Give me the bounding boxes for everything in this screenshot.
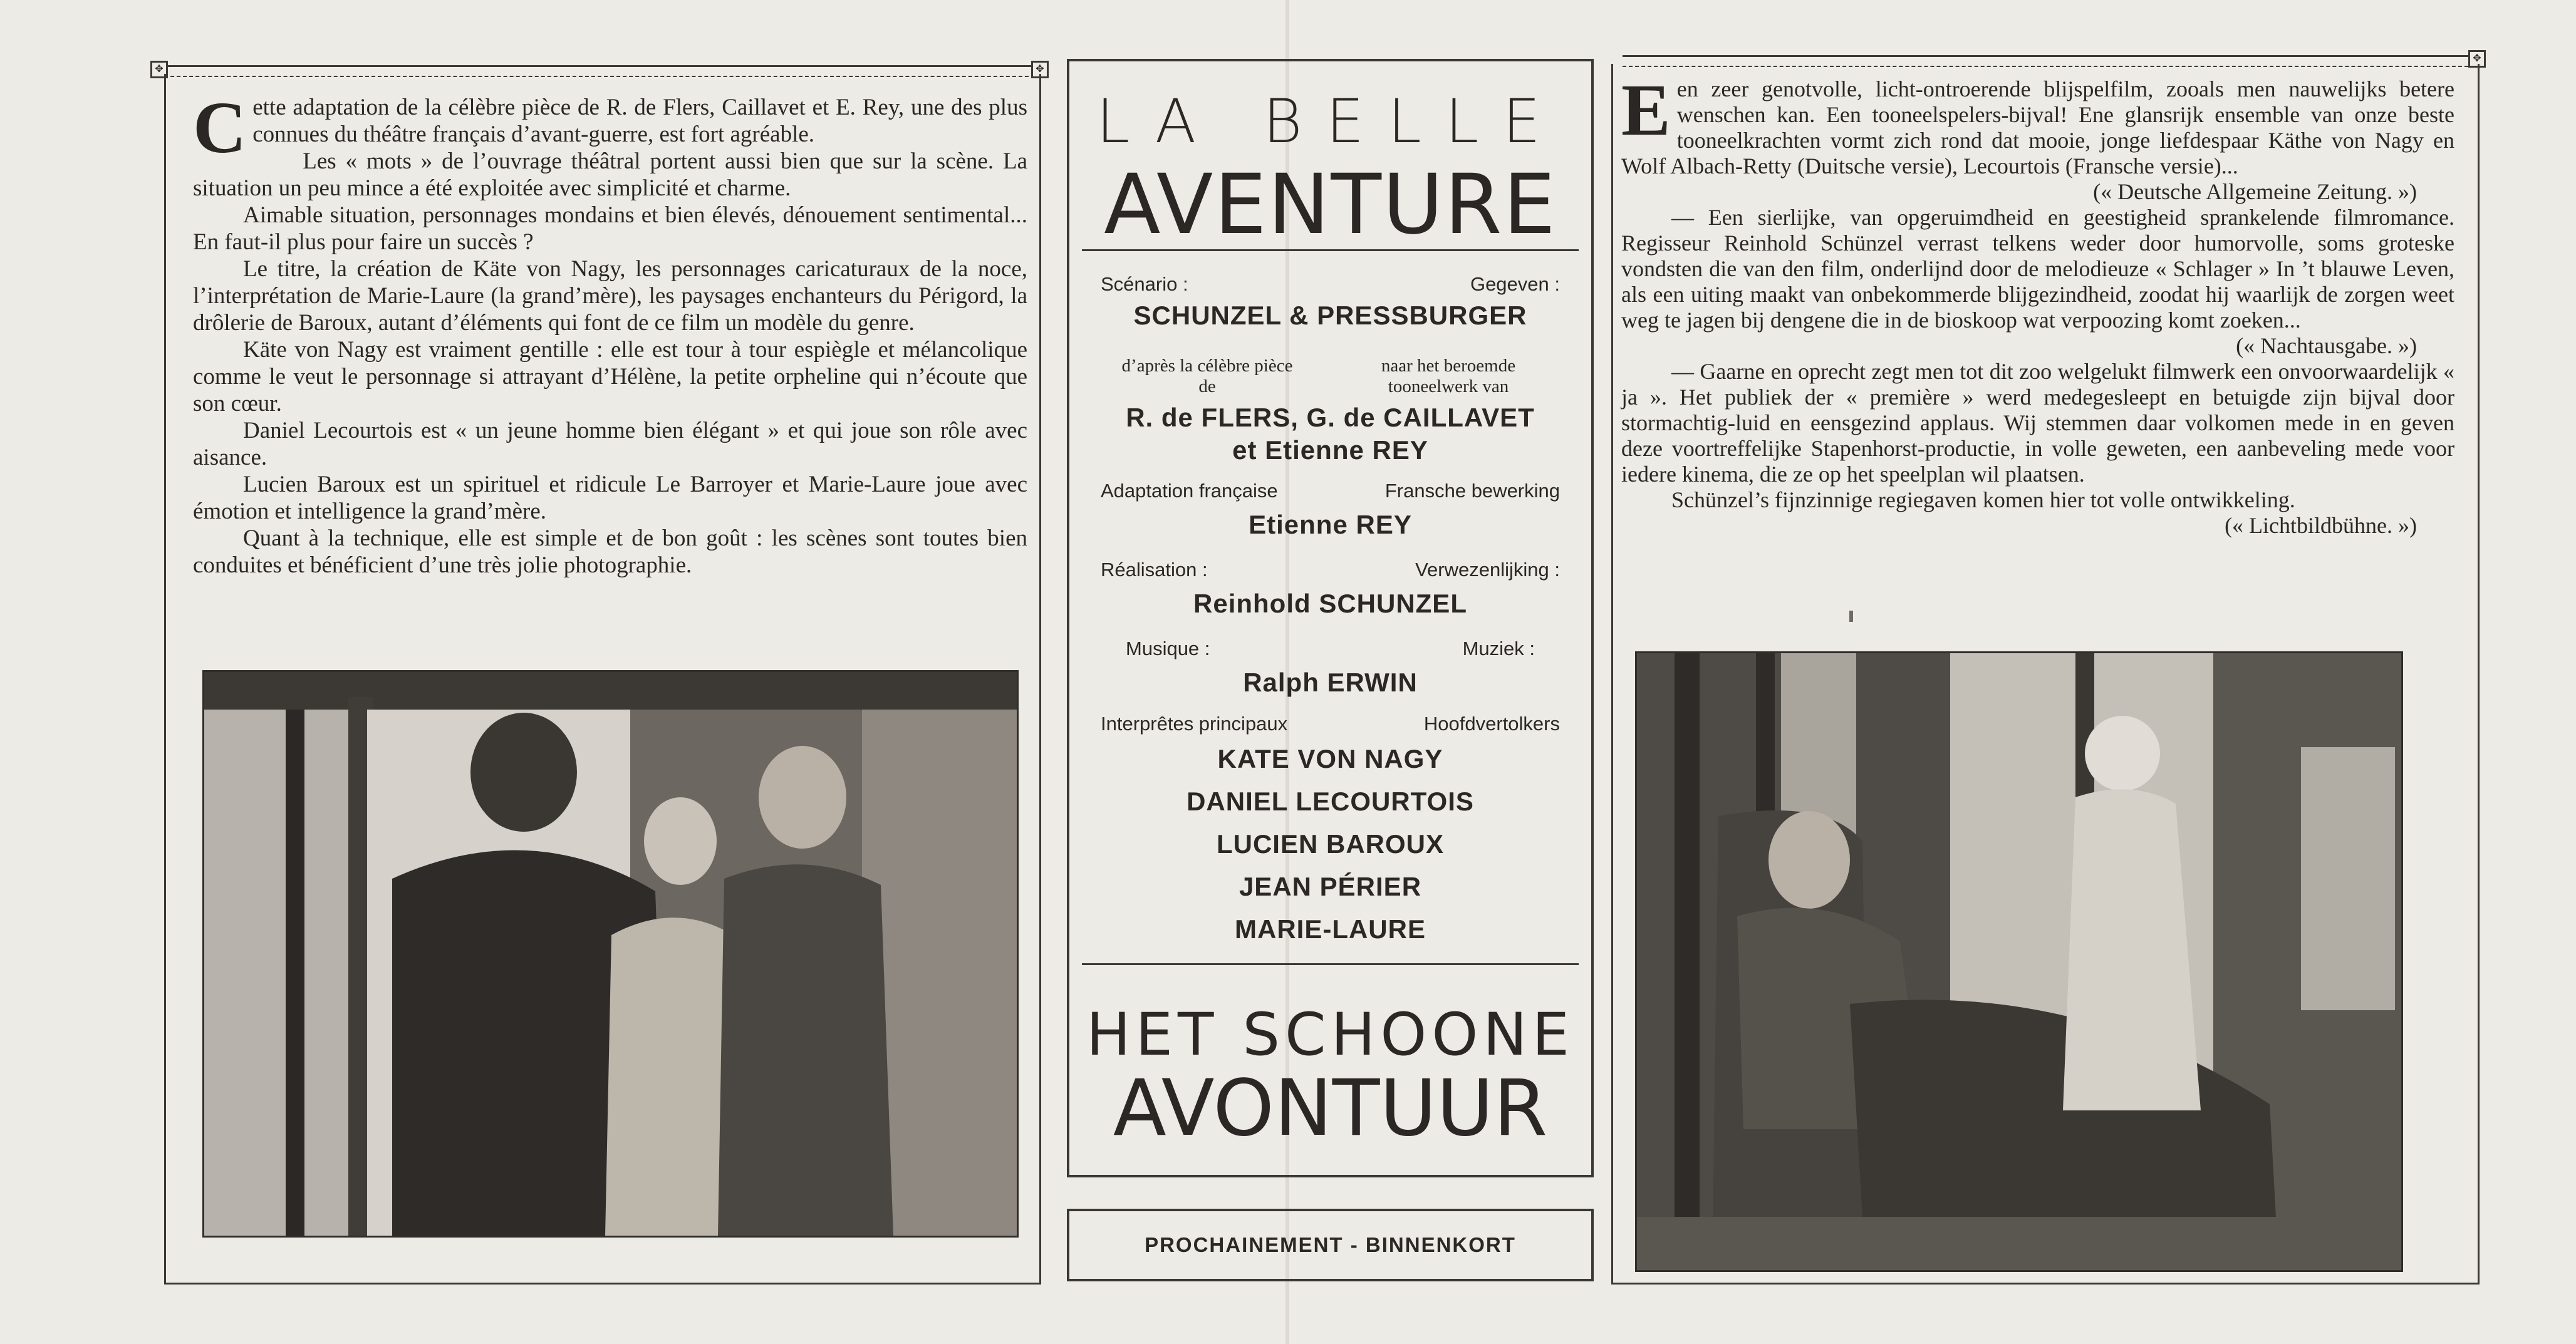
authors-line-2: et Etienne REY: [1232, 435, 1428, 465]
left-film-still: [202, 670, 1019, 1238]
title-divider: [1082, 249, 1579, 251]
direction-label-nl: Verwezenlijking :: [1415, 559, 1560, 581]
scenario-label-fr: Scénario :: [1101, 273, 1188, 295]
right-corner-ornament: ✥: [1031, 61, 1049, 78]
cast-label-nl: Hoofdvertolkers: [1423, 713, 1560, 735]
title-avontuur: AVONTUUR: [1113, 1063, 1548, 1154]
director-name: Reinhold SCHUNZEL: [1193, 589, 1467, 618]
coming-soon-box: PROCHAINEMENT - BINNENKORT: [1067, 1209, 1594, 1281]
left-paragraph-2: Les « mots » de l’ouvrage théâtral portent aussi bien que sur la scène. La situation un peu mince a été exploitée avec simplicité et charme.: [193, 148, 1027, 201]
title-aventure: AVENTURE: [1104, 157, 1557, 253]
review-source: (« Nachtausgabe. »): [2236, 333, 2417, 358]
direction-label-fr: Réalisation :: [1101, 559, 1208, 581]
left-paragraph-1: Cette adaptation de la célèbre pièce de R. de Flers, Caillavet et E. Rey, une des plus connues du théâtre français d’avant-guerre, est fort agréable.: [193, 86, 1027, 168]
left-paragraph-8: Quant à la technique, elle est simple et de bon goût : les scènes sont toutes bien conduites et bénéficient d’une très jolie photographie.: [193, 525, 1027, 578]
music-label-nl: Muziek :: [1462, 638, 1535, 659]
adaptation-name: Etienne REY: [1249, 510, 1412, 539]
scenario-label-nl: Gegeven :: [1470, 273, 1560, 295]
left-paragraph-5: Käte von Nagy est vraiment gentille : elle est tour à tour espiègle et mélancolique comme le veut le personnage si attrayant d’Hélène, la petite orpheline qui n’écoute que son cœur.: [193, 337, 1027, 416]
left-paragraph-3: Aimable situation, personnages mondains et bien élevés, dénouement sentimental... En faut-il plus pour faire un succès ?: [193, 202, 1027, 255]
cast-member: JEAN PÉRIER: [1239, 872, 1422, 901]
after-label-nl: naar het beroemde tooneelwerk van: [1381, 356, 1516, 396]
left-article: [193, 86, 1027, 579]
left-paragraph-7: Lucien Baroux est un spirituel et ridicule Le Barroyer et Marie-Laure joue avec émotion et intelligence la grand’mère.: [193, 472, 1027, 524]
title-het-schoone: HET SCHOONE: [1086, 1001, 1575, 1069]
left-corner-ornament: ✥: [150, 61, 168, 78]
review-source: (« Deutsche Allgemeine Zeitung. »): [2093, 179, 2417, 204]
composer-name: Ralph ERWIN: [1243, 668, 1418, 697]
after-label-fr: d’après la célèbre pièce de: [1121, 356, 1293, 396]
cast-member: LUCIEN BAROUX: [1216, 829, 1444, 859]
right-paragraph-4: Schünzel’s fijnzinnige regiegaven komen hier tot volle ontwikkeling.: [1671, 487, 2295, 512]
left-dropcap: C: [193, 86, 247, 168]
right-paragraph-3: — Gaarne en oprecht zegt men tot dit zoo welgelukt filmwerk een onvoorwaardelijk « ja ». Het publiek der « première » werd medegesleept en betuigde zijn bijval door stormachtig-luid en eensgezind applaus. Wij stemmen daar volkomen mede in en geven deze voortreffelijke Stapenhorst-productie, in volle geweten, een aanbeveling mede voor iedere kinema, die ze op het speelplan wil plaatsen.: [1621, 359, 2454, 487]
cast-member: MARIE-LAURE: [1235, 914, 1426, 944]
credits-box: [1067, 59, 1594, 1177]
writers: SCHUNZEL & PRESSBURGER: [1133, 301, 1527, 330]
right-article: [1621, 69, 2454, 539]
dutch-title-divider: [1082, 963, 1579, 965]
adaptation-label-nl: Fransche bewerking: [1384, 480, 1560, 502]
cast-member: KATE VON NAGY: [1217, 744, 1443, 773]
left-paragraph-4: Le titre, la création de Käte von Nagy, les personnages caricaturaux de la noce, l’interprétation de Marie-Laure (la grand’mère), les paysages enchanteurs du Périgord, la drôlerie de Baroux, autant d’éléments qui font de ce film un modèle du genre.: [193, 256, 1027, 336]
print-mark: [1849, 611, 1853, 622]
left-paragraph-6: Daniel Lecourtois est « un jeune homme bien élégant » et qui joue son rôle avec aisance.: [193, 418, 1027, 470]
right-panel-corner-ornament: ✥: [2468, 50, 2486, 68]
review-source: (« Lichtbildbühne. »): [2225, 513, 2417, 538]
music-label-fr: Musique :: [1126, 638, 1210, 659]
cast-label-fr: Interprêtes principaux: [1101, 713, 1288, 735]
cast-member: DANIEL LECOURTOIS: [1187, 787, 1474, 816]
title-la-belle: LA BELLE: [1096, 86, 1564, 157]
right-dropcap: E: [1621, 69, 1671, 151]
right-paragraph-2: — Een sierlijke, van opgeruimdheid en geestigheid sprankelende filmromance. Regisseur Reinhold Schünzel verrast telkens weder door humorvolle, soms groteske vondsten die van den film, onderlijnd door de melodieuze « Schlager » In ’t blauwe Leven, als een uiting maakt van onbekommerde blijgezindheid, zoodat hij waarlijk de zorgen weet weg te jagen bij dengene die in de bioskoop wat verpoozing komt zoeken...: [1621, 205, 2454, 333]
right-film-still: [1635, 651, 2403, 1272]
adaptation-label-fr: Adaptation française: [1101, 480, 1278, 502]
authors-line-1: R. de FLERS, G. de CAILLAVET: [1126, 403, 1535, 432]
right-paragraph-1: Een zeer genotvolle, licht-ontroerende blijspelfilm, zooals men nauwelijks betere wenschen kan. Een tooneelspelers-bijval! Ene glansrijk ensemble van onze beste tooneelkrachten vormt zich rond dat mooie, jonge liefdespaar Käthe von Nagy en Wolf Albach-Retty (Duitsche versie), Lecourtois (Fransche versie)...: [1621, 69, 2454, 178]
